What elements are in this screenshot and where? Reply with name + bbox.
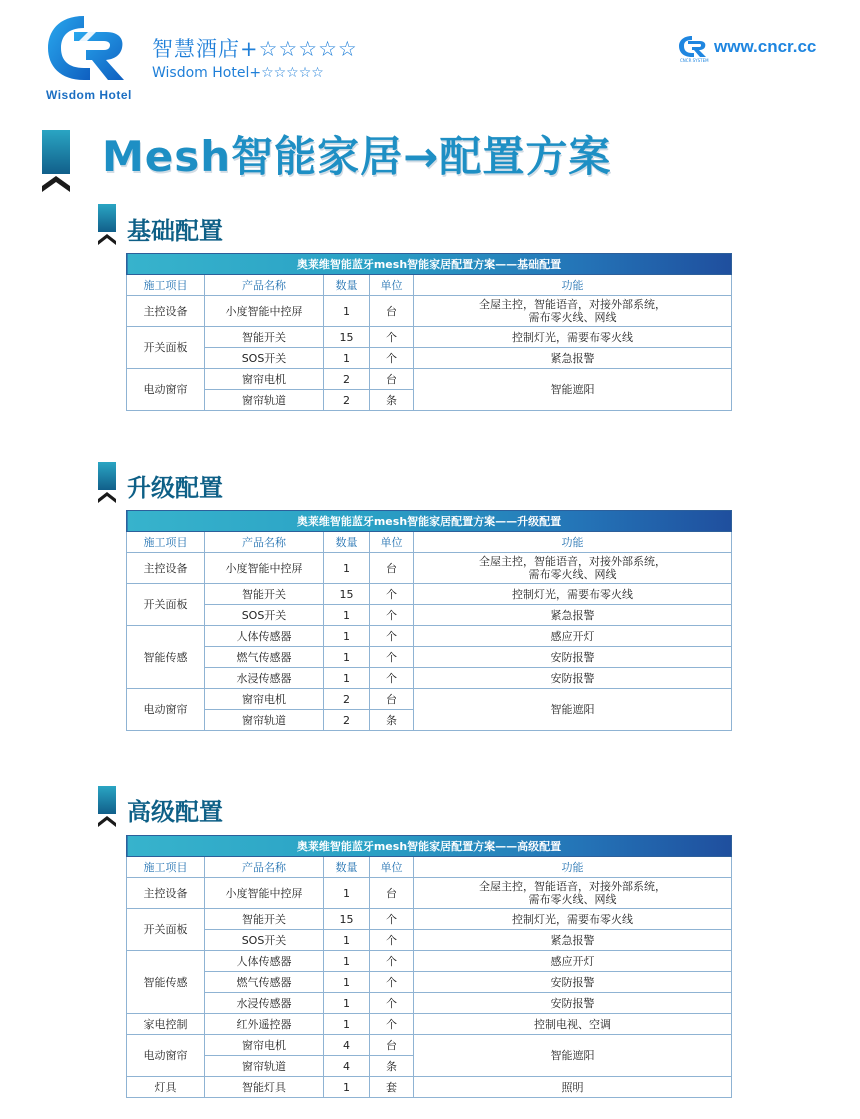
cell-qty: 2 [324, 390, 370, 411]
cell-unit: 个 [370, 647, 414, 668]
cell-unit: 个 [370, 605, 414, 626]
cell-product: 窗帘轨道 [205, 1056, 324, 1077]
cell-product: 燃气传感器 [205, 972, 324, 993]
cell-function: 智能遮阳 [414, 689, 732, 731]
cell-category: 开关面板 [127, 584, 205, 626]
cell-unit: 条 [370, 1056, 414, 1077]
table-row [127, 668, 732, 689]
col-header-function: 功能 [414, 532, 732, 553]
col-header-product: 产品名称 [205, 857, 324, 878]
cell-function: 紧急报警 [414, 605, 732, 626]
function-line: 全屋主控，智能语音，对接外部系统， [479, 298, 666, 311]
cell-unit: 个 [370, 972, 414, 993]
cell-unit: 个 [370, 1014, 414, 1035]
table-row [127, 369, 732, 390]
cell-product: 窗帘轨道 [205, 390, 324, 411]
table-row [127, 878, 732, 909]
cell-function: 感应开灯 [414, 951, 732, 972]
section-title-advanced: 高级配置 [127, 798, 223, 826]
cell-unit: 台 [370, 296, 414, 327]
function-line: 全屋主控，智能语音，对接外部系统， [479, 555, 666, 568]
cell-category: 电动窗帘 [127, 369, 205, 411]
table-row [127, 553, 732, 584]
cell-function: 紧急报警 [414, 930, 732, 951]
col-header-qty: 数量 [324, 275, 370, 296]
table-row [127, 1014, 732, 1035]
cell-qty: 15 [324, 584, 370, 605]
cell-function: 照明 [414, 1077, 732, 1098]
cell-function: 感应开灯 [414, 626, 732, 647]
section-bookmark-icon [98, 462, 118, 504]
table-caption: 奥莱维智能蓝牙mesh智能家居配置方案——高级配置 [127, 836, 732, 857]
col-header-unit: 单位 [370, 275, 414, 296]
cell-unit: 个 [370, 668, 414, 689]
logo-text: Wisdom Hotel [46, 88, 132, 102]
cell-product: 智能开关 [205, 584, 324, 605]
cell-function: 控制灯光，需要布零火线 [414, 327, 732, 348]
cell-qty: 1 [324, 647, 370, 668]
cell-product: SOS开关 [205, 930, 324, 951]
col-header-item: 施工项目 [127, 532, 205, 553]
col-header-function: 功能 [414, 857, 732, 878]
cell-unit: 个 [370, 348, 414, 369]
cell-category: 智能传感 [127, 951, 205, 1014]
table-row [127, 327, 732, 348]
cell-function: 控制灯光，需要布零火线 [414, 584, 732, 605]
cell-category: 主控设备 [127, 878, 205, 909]
company-logo [40, 8, 130, 100]
cell-unit: 个 [370, 951, 414, 972]
function-line: 需布零火线、网线 [528, 311, 617, 324]
cell-function: 安防报警 [414, 668, 732, 689]
cell-function [414, 553, 732, 584]
cell-product: SOS开关 [205, 605, 324, 626]
upgrade-config-table [126, 510, 732, 731]
cell-product: 智能灯具 [205, 1077, 324, 1098]
cell-function: 安防报警 [414, 972, 732, 993]
cell-function: 安防报警 [414, 993, 732, 1014]
cell-function: 智能遮阳 [414, 1035, 732, 1077]
cell-qty: 1 [324, 1014, 370, 1035]
cell-qty: 1 [324, 930, 370, 951]
function-line: 全屋主控，智能语音，对接外部系统， [479, 880, 666, 893]
cell-product: 窗帘电机 [205, 689, 324, 710]
table-row [127, 296, 732, 327]
table-row [127, 951, 732, 972]
cell-function: 紧急报警 [414, 348, 732, 369]
cell-qty: 1 [324, 296, 370, 327]
col-header-function: 功能 [414, 275, 732, 296]
cell-qty: 4 [324, 1035, 370, 1056]
cell-unit: 个 [370, 909, 414, 930]
cell-product: 人体传感器 [205, 626, 324, 647]
cell-product: SOS开关 [205, 348, 324, 369]
cell-unit: 条 [370, 710, 414, 731]
table-row [127, 993, 732, 1014]
cell-category: 主控设备 [127, 553, 205, 584]
cr-logo-icon [44, 10, 128, 84]
cell-qty: 2 [324, 689, 370, 710]
cell-product: 智能开关 [205, 909, 324, 930]
table-row [127, 348, 732, 369]
cell-qty: 2 [324, 710, 370, 731]
advanced-config-table [126, 835, 732, 1098]
cell-qty: 15 [324, 327, 370, 348]
cell-unit: 台 [370, 553, 414, 584]
cell-qty: 1 [324, 1077, 370, 1098]
col-header-item: 施工项目 [127, 857, 205, 878]
cell-category: 主控设备 [127, 296, 205, 327]
cell-category: 灯具 [127, 1077, 205, 1098]
cell-qty: 1 [324, 605, 370, 626]
table-row [127, 584, 732, 605]
table-row [127, 647, 732, 668]
cell-unit: 个 [370, 327, 414, 348]
table-caption: 奥莱维智能蓝牙mesh智能家居配置方案——升级配置 [127, 511, 732, 532]
cell-function: 控制灯光，需要布零火线 [414, 909, 732, 930]
cell-product: 水浸传感器 [205, 993, 324, 1014]
cell-product: 小度智能中控屏 [205, 878, 324, 909]
cell-category: 电动窗帘 [127, 1035, 205, 1077]
cell-function: 智能遮阳 [414, 369, 732, 411]
function-line: 需布零火线、网线 [528, 893, 617, 906]
col-header-unit: 单位 [370, 857, 414, 878]
col-header-product: 产品名称 [205, 275, 324, 296]
col-header-qty: 数量 [324, 857, 370, 878]
cell-category: 家电控制 [127, 1014, 205, 1035]
cell-product: 窗帘电机 [205, 1035, 324, 1056]
cell-unit: 个 [370, 626, 414, 647]
cell-unit: 套 [370, 1077, 414, 1098]
cell-product: 智能开关 [205, 327, 324, 348]
cell-qty: 1 [324, 553, 370, 584]
table-row [127, 689, 732, 710]
cell-function [414, 296, 732, 327]
basic-config-table [126, 253, 732, 411]
cell-qty: 1 [324, 626, 370, 647]
cell-function [414, 878, 732, 909]
table-caption: 奥莱维智能蓝牙mesh智能家居配置方案——基础配置 [127, 254, 732, 275]
cr-small-logo-icon [678, 34, 708, 58]
table-row [127, 909, 732, 930]
table-row [127, 1077, 732, 1098]
section-bookmark-icon [98, 204, 118, 246]
col-header-unit: 单位 [370, 532, 414, 553]
col-header-product: 产品名称 [205, 532, 324, 553]
table-row [127, 930, 732, 951]
table-row [127, 1035, 732, 1056]
cell-product: 小度智能中控屏 [205, 296, 324, 327]
section-title-basic: 基础配置 [127, 217, 223, 245]
cell-category: 开关面板 [127, 909, 205, 951]
hotel-name-cn: 智慧酒店+☆☆☆☆☆ [152, 37, 358, 61]
cell-unit: 个 [370, 993, 414, 1014]
cell-qty: 2 [324, 369, 370, 390]
table-row [127, 626, 732, 647]
cell-qty: 4 [324, 1056, 370, 1077]
website-link[interactable]: www.cncr.cc [714, 37, 817, 56]
cell-product: 红外遥控器 [205, 1014, 324, 1035]
cell-unit: 个 [370, 930, 414, 951]
cell-qty: 1 [324, 951, 370, 972]
page-title: Mesh智能家居→配置方案 [102, 132, 612, 181]
cell-unit: 台 [370, 878, 414, 909]
cell-product: 水浸传感器 [205, 668, 324, 689]
cell-function: 控制电视、空调 [414, 1014, 732, 1035]
col-header-item: 施工项目 [127, 275, 205, 296]
cell-qty: 15 [324, 909, 370, 930]
cell-category: 电动窗帘 [127, 689, 205, 731]
cell-qty: 1 [324, 993, 370, 1014]
col-header-qty: 数量 [324, 532, 370, 553]
cell-unit: 个 [370, 584, 414, 605]
function-line: 需布零火线、网线 [528, 568, 617, 581]
cell-unit: 台 [370, 1035, 414, 1056]
cell-product: 窗帘电机 [205, 369, 324, 390]
cell-qty: 1 [324, 878, 370, 909]
cell-unit: 台 [370, 369, 414, 390]
table-row [127, 972, 732, 993]
cell-qty: 1 [324, 348, 370, 369]
cell-product: 窗帘轨道 [205, 710, 324, 731]
cell-function: 安防报警 [414, 647, 732, 668]
title-bookmark-icon [42, 130, 72, 194]
hotel-name-en: Wisdom Hotel+☆☆☆☆☆ [152, 65, 324, 81]
cell-qty: 1 [324, 668, 370, 689]
website-tiny-text: CNCR SYSTEM [680, 58, 709, 63]
cell-qty: 1 [324, 972, 370, 993]
section-title-upgrade: 升级配置 [127, 474, 223, 502]
cell-product: 燃气传感器 [205, 647, 324, 668]
cell-product: 小度智能中控屏 [205, 553, 324, 584]
cell-product: 人体传感器 [205, 951, 324, 972]
section-bookmark-icon [98, 786, 118, 828]
table-row [127, 605, 732, 626]
cell-category: 开关面板 [127, 327, 205, 369]
cell-category: 智能传感 [127, 626, 205, 689]
cell-unit: 条 [370, 390, 414, 411]
cell-unit: 台 [370, 689, 414, 710]
